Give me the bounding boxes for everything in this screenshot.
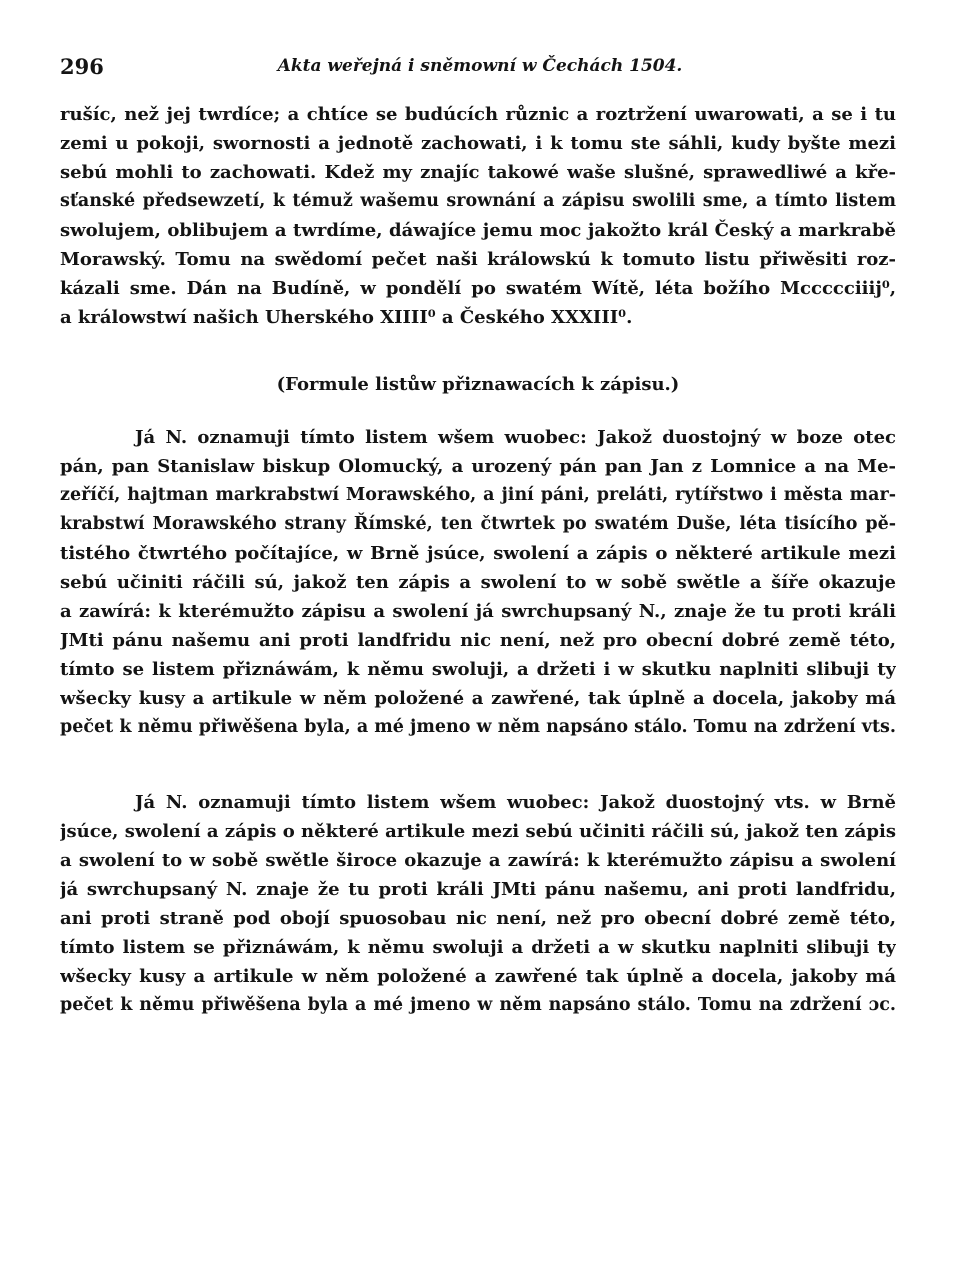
text-line: jsúce, swolení a zápis o některé artikule mezi sebú učiniti ráčili sú, jakož ten zápis [60, 821, 896, 842]
text-line: sebú učiniti ráčili sú, jakož ten zápis a swolení to w sobě swětle a šíře okazuje [60, 572, 896, 593]
page-number: 296 [60, 54, 104, 79]
text-line: ani proti straně pod obojí spuosobau nic není, než pro obecní dobré země této, [60, 908, 896, 929]
running-title: Akta weřejná i sněmowní w Čechách 1504. [277, 56, 683, 76]
text-line: a zawírá: k kterémužto zápisu a swolení já swrchupsaný N., znaje že tu proti králi [60, 601, 896, 622]
text-line: a swolení to w sobě swětle široce okazuje a zawírá: k kterémužto zápisu a swolení [60, 850, 896, 871]
text-line: Morawský. Tomu na swědomí pečet naši králowskú k tomuto listu přiwěsiti roz- [60, 249, 896, 270]
text-line: Já N. oznamuji tímto listem wšem wuobec: Jakož duostojný w boze otec [135, 427, 896, 448]
text-line: swolujem, oblibujem a twrdíme, dáwajíce jemu moc jakožto král Český a markrabě [60, 220, 896, 241]
text-line: Já N. oznamuji tímto listem wšem wuobec: Jakož duostojný vts. w Brně [135, 792, 896, 813]
paragraph-formula-one [60, 423, 896, 742]
text-line: sebú mohli to zachowati. Kdež my znajíc takowé waše slušné, sprawedliwé a kře- [60, 162, 896, 183]
text-line: rušíc, než jej twrdíce; a chtíce se budúcích různic a roztržení uwarowati, a se i tu [60, 104, 896, 125]
text-line: pečet k němu přiwěšena byla, a mé jmeno w něm napsáno stálo. Tomu na zdržení vts. [60, 717, 896, 737]
paragraph-formula-two [60, 788, 896, 1020]
text-line: pán, pan Stanislaw biskup Olomucký, a urozený pán pan Jan z Lomnice a na Me- [60, 456, 896, 477]
text-line: zeříčí, hajtman markrabstwí Morawského, a jiní páni, preláti, rytířstwo i města mar- [60, 485, 896, 505]
text-line: JMti pánu našemu ani proti landfridu nic není, než pro obecní dobré země této, [60, 630, 896, 651]
page-header [60, 54, 900, 82]
text-line: zemi u pokoji, swornosti a jednotě zachowati, i k tomu ste sáhli, kudy byšte mezi [60, 133, 896, 154]
text-line: sťanské předsewzetí, k témuž wašemu srownání a zápisu swolili sme, a tímto listem [60, 191, 896, 211]
section-heading: (Formule listůw přiznawacích k zápisu.) [276, 374, 680, 395]
paragraph-charter-end [60, 100, 896, 332]
text-line: krabstwí Morawského strany Římské, ten čtwrtek po swatém Duše, léta tisícího pě- [60, 514, 896, 534]
text-line: tímto listem se přiznáwám, k němu swoluji a držeti a w skutku naplniti slibuji ty [60, 937, 896, 958]
text-line: a králowstwí našich Uherského XIIII⁰ a Českého XXXIII⁰. [60, 307, 633, 328]
text-line: já swrchupsaný N. znaje že tu proti králi JMti pánu našemu, ani proti landfridu, [60, 879, 896, 900]
text-line: kázali sme. Dán na Budíně, w pondělí po swatém Wítě, léta božího Mccccciiij⁰, [60, 278, 896, 299]
text-line: pečet k němu přiwěšena byla a mé jmeno w něm napsáno stálo. Tomu na zdržení ɔc. [60, 995, 896, 1015]
text-line: wšecky kusy a artikule w něm položené a zawřené tak úplně a docela, jakoby má [60, 966, 896, 987]
text-line: wšecky kusy a artikule w něm položené a zawřené, tak úplně a docela, jakoby má [60, 688, 896, 709]
text-line: tímto se listem přiznáwám, k němu swoluji, a držeti i w skutku naplniti slibuji ty [60, 659, 896, 680]
text-line: tistého čtwrtého počítajíce, w Brně jsúce, swolení a zápis o některé artikule mezi [60, 543, 896, 564]
